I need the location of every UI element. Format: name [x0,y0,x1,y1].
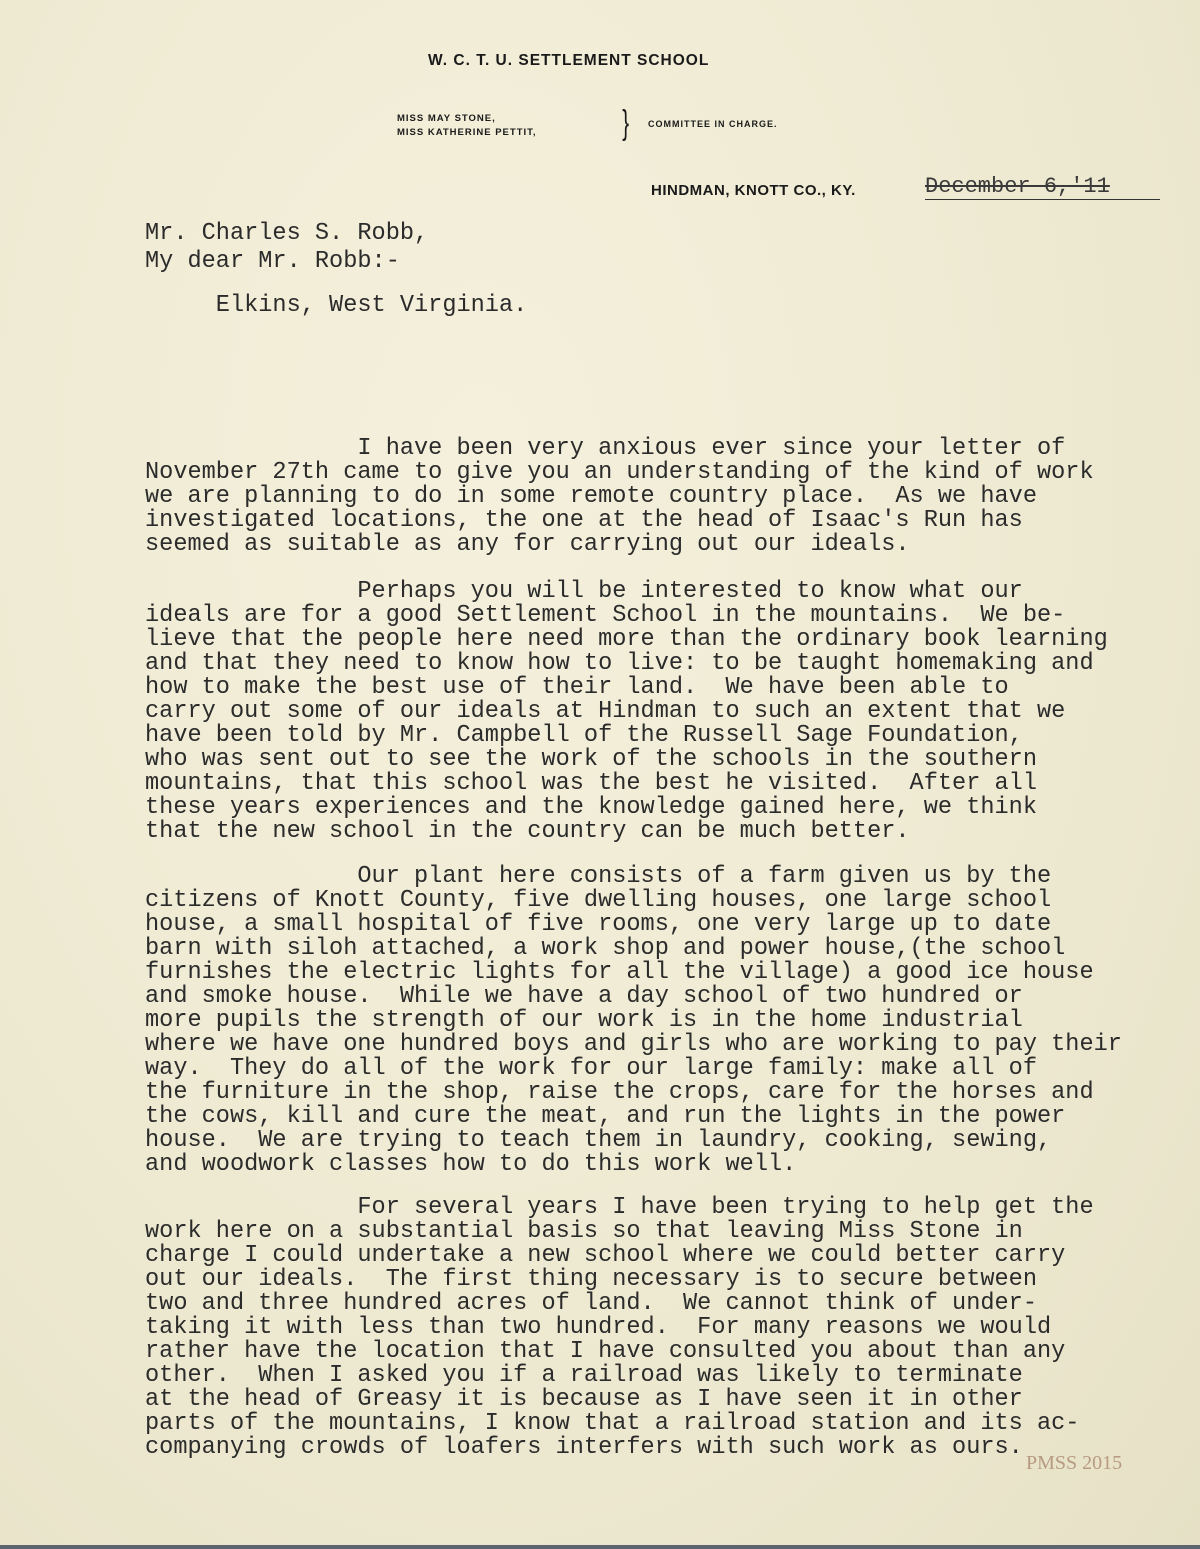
page-edge [0,1545,1200,1549]
text-line: parts of the mountains, I know that a railroad station and its ac- [145,1410,1080,1437]
text-line: the cows, kill and cure the meat, and run the lights in the power [145,1103,1066,1130]
text-line: work here on a substantial basis so that leaving Miss Stone in [145,1218,1023,1245]
text-line: Our plant here consists of a farm given us by the [145,863,1052,890]
text-line: For several years I have been trying to help get the [145,1194,1094,1221]
salutation: My dear Mr. Robb:- [145,248,400,275]
text-line: seemed as suitable as any for carrying out our ideals. [145,531,910,558]
text-line: and that they need to know how to live: to be taught homemaking and [145,650,1094,677]
address-line: Mr. Charles S. Robb, [145,220,429,247]
text-line: two and three hundred acres of land. We cannot think of under- [145,1290,1037,1317]
text-line: these years experiences and the knowledge gained here, we think [145,794,1037,821]
text-line: house. We are trying to teach them in laundry, cooking, sewing, [145,1127,1052,1154]
text-line: the furniture in the shop, raise the crops, care for the horses and [145,1079,1094,1106]
text-line: mountains, that this school was the best he visited. After all [145,770,1037,797]
letterhead-committee-names [397,112,537,140]
text-line: other. When I asked you if a railroad was likely to terminate [145,1362,1023,1389]
committee-name: MISS KATHERINE PETTIT, [397,127,537,138]
text-line: at the head of Greasy it is because as I have seen it in other [145,1386,1023,1413]
text-line: citizens of Knott County, five dwelling houses, one large school [145,887,1052,914]
text-line: carry out some of our ideals at Hindman to such an extent that we [145,698,1066,725]
text-line: Perhaps you will be interested to know what our [145,578,1023,605]
text-line: and smoke house. While we have a day school of two hundred or [145,983,1023,1010]
brace-icon: } [622,104,630,142]
paragraph-2 [145,580,1108,844]
committee-label: COMMITTEE IN CHARGE. [648,119,778,129]
text-line: out our ideals. The first thing necessary is to secure between [145,1266,1037,1293]
text-line: and woodwork classes how to do this work well. [145,1151,797,1178]
text-line: lieve that the people here need more than the ordinary book learning [145,626,1108,653]
text-line: house, a small hospital of five rooms, one very large up to date [145,911,1052,938]
text-line: ideals are for a good Settlement School in the mountains. We be- [145,602,1066,629]
text-line: how to make the best use of their land. We have been able to [145,674,1009,701]
text-line: charge I could undertake a new school where we could better carry [145,1242,1066,1269]
text-line: where we have one hundred boys and girls who are working to pay their [145,1031,1122,1058]
text-line: barn with siloh attached, a work shop and power house,(the school [145,935,1066,962]
committee-name: MISS MAY STONE, [397,113,496,124]
letterhead-title: W. C. T. U. SETTLEMENT SCHOOL [428,52,710,69]
text-line: rather have the location that I have consulted you about than any [145,1338,1066,1365]
text-line: way. They do all of the work for our large family: make all of [145,1055,1037,1082]
text-line: that the new school in the country can be much better. [145,818,910,845]
paragraph-3 [145,865,1122,1177]
watermark: PMSS 2015 [1026,1452,1123,1474]
text-line: we are planning to do in some remote country place. As we have [145,483,1037,510]
address-line: Elkins, West Virginia. [145,292,528,319]
letterhead-place: HINDMAN, KNOTT CO., KY. [651,182,856,199]
letter-date: December 6,'11 [925,174,1160,200]
paragraph-1 [145,437,1094,557]
paragraph-4 [145,1196,1094,1460]
text-line: taking it with less than two hundred. For many reasons we would [145,1314,1052,1341]
text-line: furnishes the electric lights for all the village) a good ice house [145,959,1094,986]
text-line: investigated locations, the one at the head of Isaac's Run has [145,507,1023,534]
text-line: I have been very anxious ever since your letter of [145,435,1066,462]
text-line: November 27th came to give you an understanding of the kind of work [145,459,1094,486]
text-line: who was sent out to see the work of the schools in the southern [145,746,1037,773]
text-line: have been told by Mr. Campbell of the Russell Sage Foundation, [145,722,1023,749]
text-line: companying crowds of loafers interfers with such work as ours. [145,1434,1023,1461]
text-line: more pupils the strength of our work is in the home industrial [145,1007,1023,1034]
